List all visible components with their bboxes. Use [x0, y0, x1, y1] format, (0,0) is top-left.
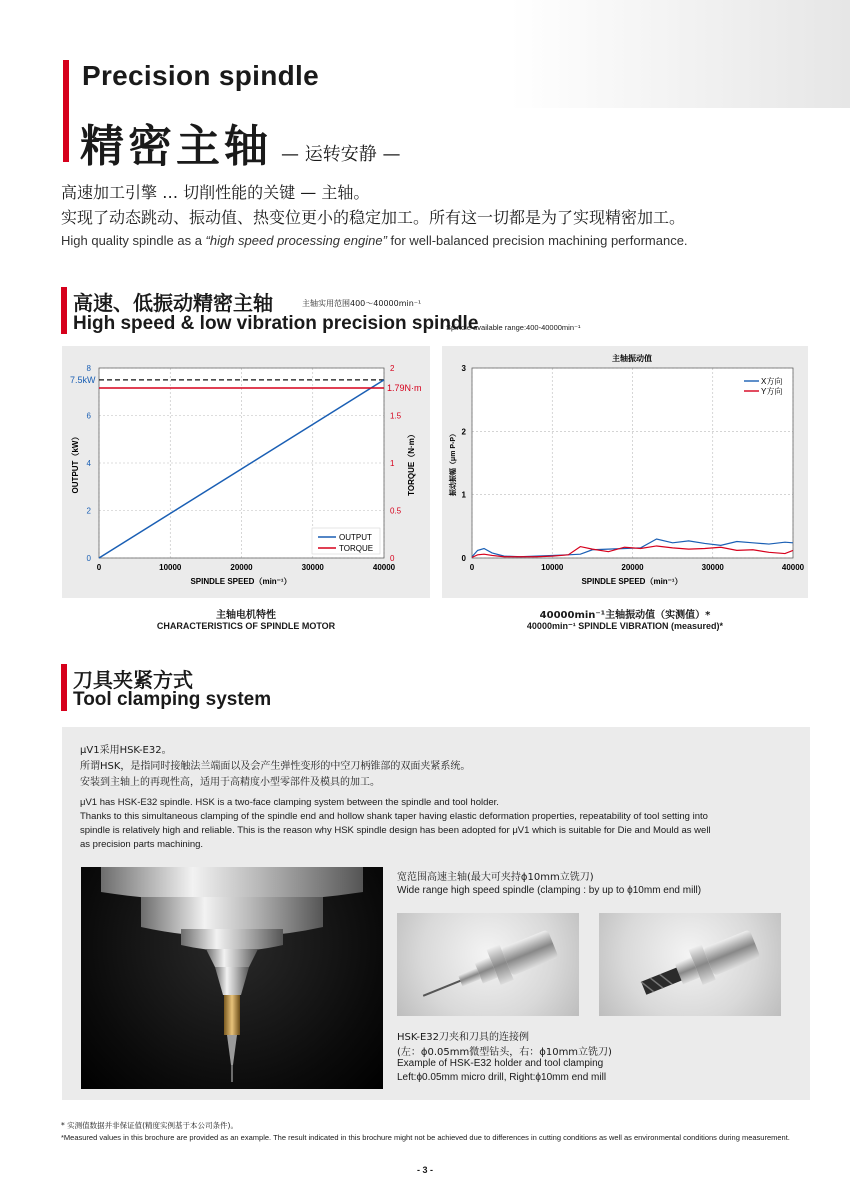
clamping-cn-line-1: μV1采用HSK-E32。 — [80, 745, 172, 756]
motor-x-tick: 30000 — [301, 563, 324, 572]
motor-chart — [62, 346, 430, 598]
vibration-y-tick: 3 — [461, 364, 466, 373]
clamping-en-line-1: μV1 has HSK-E32 spindle. HSK is a two-face clamping system between the spindle and tool holder. — [80, 797, 499, 808]
lead-en-part3: for well-balanced precision machining performance. — [386, 233, 688, 248]
micro-drill-illustration — [397, 913, 579, 1016]
motor-annotation-nm: 1.79N·m — [387, 382, 422, 393]
motor-y2-tick: 0 — [390, 554, 395, 563]
vibration-caption-en: 40000min⁻¹ SPINDLE VIBRATION (measured)* — [526, 621, 724, 631]
motor-ylabel: OUTPUT（kW） — [71, 432, 80, 494]
footer-note-cn: * 实测值数据并非保证值(精度实例基于本公司条件)。 — [61, 1121, 238, 1130]
lead-en-part1: High quality spindle as a — [61, 233, 206, 248]
lead-en — [61, 233, 688, 248]
vibration-y-tick: 2 — [461, 427, 466, 437]
section2-accent-bar — [61, 664, 67, 711]
vibration-ylabel: 振动振幅（μm P-P） — [450, 429, 457, 497]
motor-y-tick: 0 — [86, 554, 91, 563]
vibration-x-tick: 40000 — [781, 563, 805, 572]
vibration-chart — [442, 346, 808, 598]
vibration-legend-y: Y方向 — [761, 387, 783, 396]
footer-note-en: *Measured values in this brochure are provided as an example. The result indicated in this brochure might not be achieved due to differences in cutting conditions as well as environmental conditions during measurement. — [61, 1133, 790, 1142]
clamping-cn-line-2: 所谓HSK，是指同时接触法兰端面以及会产生弹性变形的中空刀柄锥部的双面夹紧系统。 — [80, 761, 471, 772]
holder-caption-en-1: Example of HSK-E32 holder and tool clamping — [397, 1058, 604, 1069]
motor-caption-en: CHARACTERISTICS OF SPINDLE MOTOR — [156, 621, 336, 631]
motor-y2-tick: 0.5 — [390, 506, 402, 516]
holder-photo-end-mill — [599, 913, 781, 1016]
lead-line-2: 实现了动态跳动、振动值、热变位更小的稳定加工。所有这一切都是为了实现精密加工。 — [61, 208, 686, 227]
motor-annotation-kw: 7.5kW — [70, 374, 96, 385]
page-title-en: Precision spindle — [82, 60, 319, 91]
page-number: - 3 - — [416, 1165, 433, 1175]
motor-y2-tick: 1.5 — [390, 411, 402, 421]
spindle-photo-caption-en: Wide range high speed spindle (clamping : by up to ϕ10mm end mill) — [397, 885, 702, 896]
motor-legend — [312, 528, 380, 554]
vibration-x-tick: 10000 — [541, 563, 564, 572]
spindle-photo — [81, 867, 383, 1089]
section2-title-cn: 刀具夹紧方式 — [73, 668, 193, 692]
motor-ylabel-right: TORQUE（N·m） — [407, 430, 416, 496]
holder-caption-cn-1: HSK-E32刀夹和刀具的连接例 — [397, 1032, 530, 1043]
motor-x-tick: 20000 — [230, 563, 253, 572]
vibration-y-tick: 1 — [461, 490, 466, 500]
section1-accent-bar — [61, 287, 67, 334]
motor-x-tick: 40000 — [372, 563, 396, 572]
vibration-title: 主轴振动值 — [612, 354, 652, 363]
end-mill-illustration — [599, 913, 781, 1016]
section1-range-en: Spindle available range:400-40000min⁻¹ — [446, 323, 581, 332]
clamping-en-line-2: Thanks to this simultaneous clamping of the spindle end and hollow shank taper having elastic deformation properties, repeatability of tool setting into — [80, 811, 708, 822]
motor-legend-output: OUTPUT — [339, 533, 372, 542]
page-title-cn: 精密主轴 — [80, 121, 272, 172]
motor-y-tick: 2 — [86, 506, 91, 516]
motor-y2-tick: 1 — [390, 459, 395, 468]
motor-x-tick: 0 — [96, 563, 102, 572]
clamping-en-line-3: spindle is relatively high and reliable. This is the reason why HSK spindle design has been adopted for μV1 which is suitable for Die and Mould as well — [80, 825, 711, 836]
vibration-y-tick: 0 — [461, 554, 466, 563]
vibration-caption-cn: 40000min⁻¹主轴振动值（实测值）* — [539, 610, 711, 621]
holder-photo-micro-drill — [397, 913, 579, 1016]
motor-y-tick: 6 — [86, 411, 91, 421]
motor-legend-torque: TORQUE — [339, 544, 374, 553]
motor-y-tick: 8 — [86, 364, 91, 373]
page-subtitle-cn: — 运转安静 — — [281, 144, 401, 165]
vibration-x-tick: 30000 — [701, 563, 724, 572]
lead-line-1: 高速加工引擎 … 切削性能的关键 — 主轴。 — [61, 183, 370, 202]
vibration-legend-x: X方向 — [761, 377, 783, 386]
clamping-cn-line-3: 安装到主轴上的再现性高，适用于高精度小型零部件及模具的加工。 — [80, 777, 380, 788]
motor-y2-tick: 2 — [390, 364, 395, 373]
clamping-en-line-4: as precision parts machining. — [80, 839, 204, 850]
spindle-photo-caption-cn: 宽范围高速主轴(最大可夹持ϕ10mm立铣刀) — [397, 872, 594, 883]
vibration-x-tick: 20000 — [621, 563, 644, 572]
spindle-illustration — [81, 867, 383, 1089]
lead-en-part2: “high speed processing engine” — [205, 233, 387, 248]
vibration-x-tick: 0 — [469, 563, 475, 572]
section1-title-cn: 高速、低振动精密主轴 — [73, 291, 273, 315]
holder-caption-en-2: Left:ϕ0.05mm micro drill, Right:ϕ10mm end mill — [397, 1072, 607, 1083]
motor-xlabel: SPINDLE SPEED（min⁻¹） — [190, 577, 292, 586]
section1-range-cn: 主轴实用范围400～40000min⁻¹ — [302, 299, 422, 308]
section2-title-en: Tool clamping system — [73, 689, 272, 710]
motor-caption-cn: 主轴电机特性 — [216, 610, 276, 621]
motor-y-tick: 4 — [86, 459, 91, 468]
motor-x-tick: 10000 — [159, 563, 182, 572]
section1-title-en: High speed & low vibration precision spindle — [73, 313, 479, 334]
header-accent-bar — [63, 60, 69, 162]
holder-caption-cn-2: (左：ϕ0.05mm微型钻头，右：ϕ10mm立铣刀) — [397, 1047, 612, 1058]
vibration-xlabel: SPINDLE SPEED（min⁻¹） — [581, 577, 683, 586]
